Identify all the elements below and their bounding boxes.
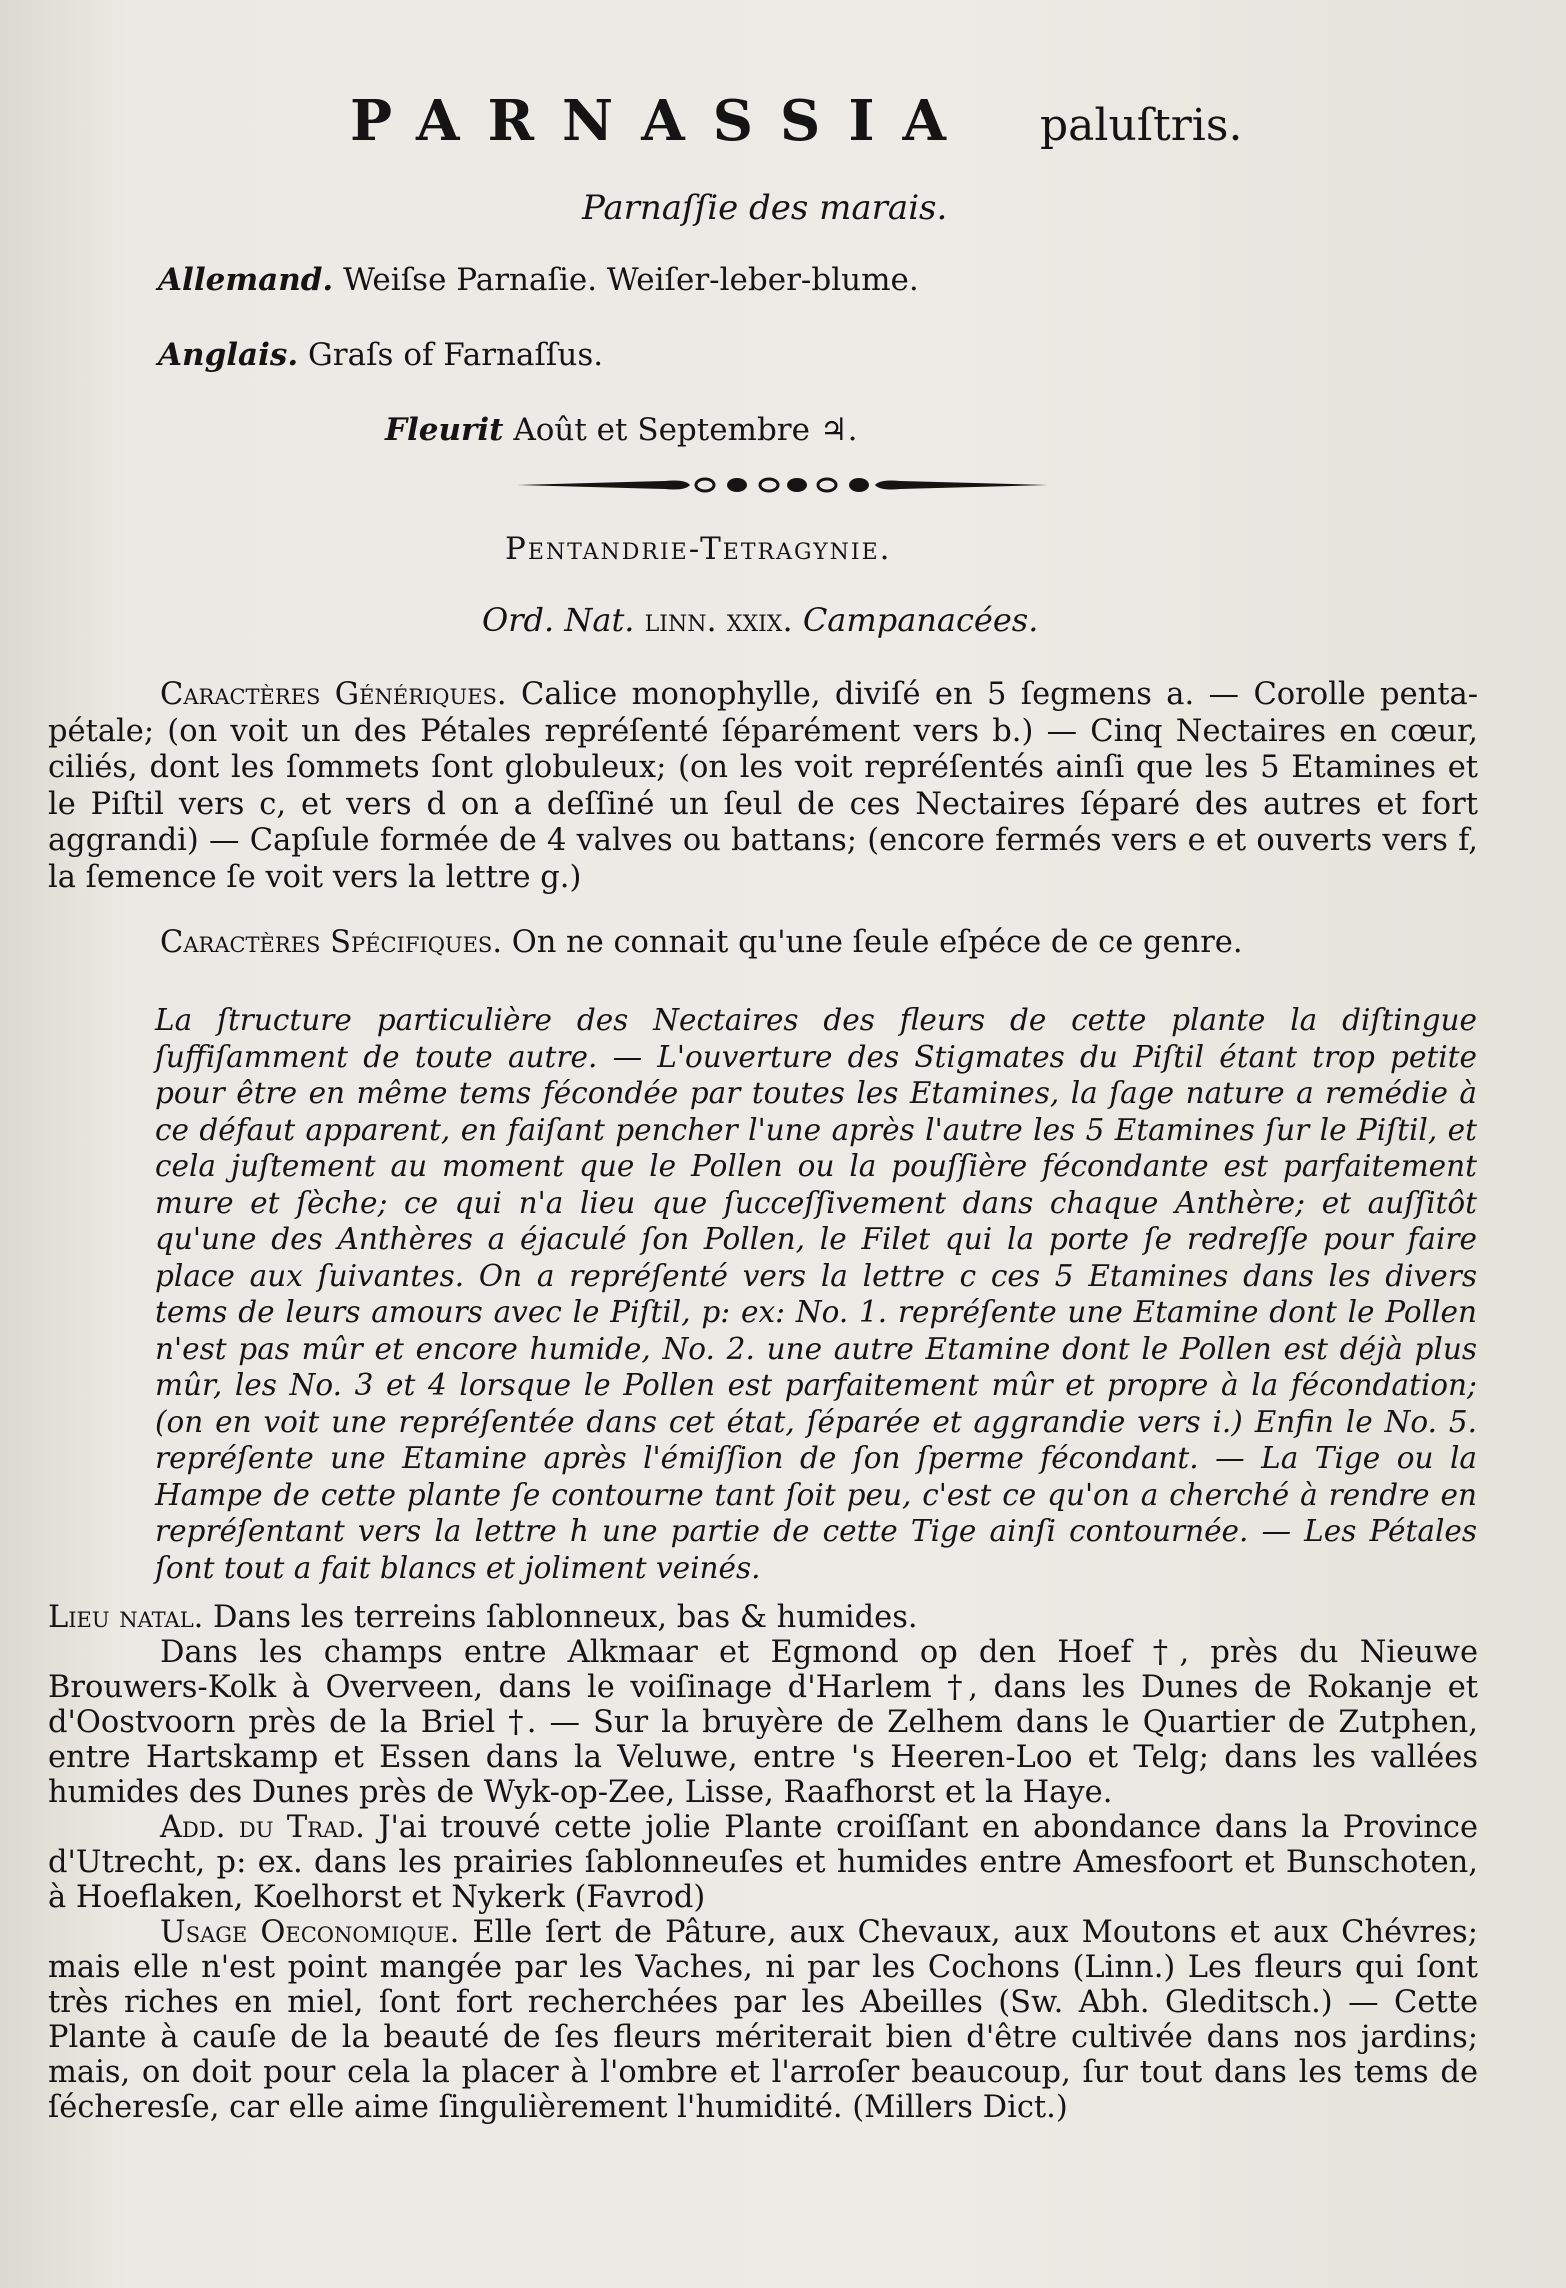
habitat-intro: Dans les terreins ſablonneux, bas & humides. [213, 1600, 918, 1635]
french-name: Parnaſſie des marais. [582, 188, 948, 228]
usage-heading: Usage Oeconomique. [160, 1915, 460, 1950]
species-title: paluſtris. [1040, 100, 1243, 151]
specific-characters [48, 925, 1478, 962]
english-label: Anglais. [158, 337, 299, 373]
habitat-heading: Lieu natal. [48, 1600, 204, 1635]
habitat-text: Dans les champs entre Alkmaar et Egmond op den Hoef †, près du Nieuwe Brouwers-Kolk à Overveen, dans le voiſinage d'Harlem †, dans les Dunes de Rokanje et d'Oostvoorn près de la Briel †. — Sur la bruyère de Zelhem dans le Quartier de Zutphen, entre Hartskamp et Essen dans la Veluwe, entre 's Heeren-Loo et Telg; dans les vallées humides des Dunes près de Wyk-op-Zee, Lisse, Raafhorst et la Haye. [48, 1635, 1478, 1810]
description-paragraph: La ſtructure particulière des Nectaires des fleurs de cette plante la diſtingue ſuffiſamment de toute autre. — L'ouverture des Stigmates du Piſtil étant trop petite pour être en même tems fécondée par toutes les Etamines, la ſage nature a remédie à ce défaut apparent, en faiſant pencher l'une après l'autre les 5 Etamines ſur le Piſtil, et cela juſtement au moment que le Pollen ou la pouſſière fécondante est parfaitement mure et ſèche; ce qui n'a lieu que ſucceſſivement dans chaque Anthère; et auſſitôt qu'une des Anthères a éjaculé ſon Pollen, le Filet qui la porte ſe redreſſe pour faire place aux ſuivantes. On a repréſenté vers la lettre c ces 5 Etamines dans les divers tems de leurs amours avec le Piſtil, p: ex: No. 1. repréſente une Etamine dont le Pollen n'est pas mûr et encore humide, No. 2. une autre Etamine dont le Pollen est déjà plus mûr, les No. 3 et 4 lorsque le Pollen est parfaitement mûr et propre à la fécondation; (on en voit une repréſentée dans cet état, ſéparée et aggrandie vers i.) Enfin le No. 5. repréſente une Etamine après l'émiſſion de ſon ſperme fécondant. — La Tige ou la Hampe de cette plante ſe contourne tant ſoit peu, c'est ce qu'on a cherché à rendre en repréſentant vers la lettre h une partie de cette Tige ainſi contournée. — Les Pétales ſont tout a fait blancs et joliment veinés. [155, 1003, 1477, 1585]
flowering-text: Août et Septembre ♃. [513, 412, 858, 448]
habitat-section [48, 1600, 1478, 2125]
german-name: Weiſse Parnaſie. Weiſer-leber-blume. [343, 262, 919, 298]
specific-text: On ne connait qu'une ſeule eſpéce de ce genre. [511, 925, 1243, 960]
english-name: Graſs of Farnaſſus. [308, 337, 604, 373]
usage-text: Elle ſert de Pâture, aux Chevaux, aux Moutons et aux Chévres; mais elle n'est point mangée par les Vaches, ni par les Cochons (Linn.) Les fleurs qui ſont très riches en miel, ſont fort recherchées par les Abeilles (Sw. Abh. Gleditsch.) — Cette Plante à cauſe de la beauté de ſes fleurs mériterait bien d'être cultivée dans nos jardins; mais, on doit pour cela la placer à l'ombre et l'arroſer beaucoup, ſur tout dans les tems de ſécheresſe, car elle aime ſingulièrement l'humidité. (Millers Dict.) [48, 1915, 1478, 2125]
class-line: Pentandrie-Tetragynie. [505, 531, 892, 567]
flowering-label: Fleurit [385, 412, 504, 448]
order-family: Campanacées. [802, 601, 1039, 639]
order-number: linn. xxix. [644, 601, 793, 639]
order-label: Ord. Nat. [482, 601, 635, 639]
flowering-line [385, 412, 857, 448]
translator-text: J'ai trouvé cette jolie Plante croiſſant en abondance dans la Province d'Utrecht, p: ex. dans les prairies ſablonneuſes et humides entre Amesfoort et Bunschoten, à Hoeflaken, Koelhorst et Nykerk (Favrod) [48, 1810, 1478, 1915]
generic-text: Calice monophylle, diviſé en 5 ſegmens a. — Corolle penta-pétale; (on voit un des Pétales repréſenté ſéparément vers b.) — Cinq Nectaires en cœur, ciliés, dont les ſommets ſont globuleux; (on les voit repréſentés ainſi que les 5 Etamines et le Piſtil vers c, et vers d on a deſſiné un ſeul de ces Nectaires ſéparé des autres et fort aggrandi) — Capſule formée de 4 valves ou battans; (encore fermés vers e et ouverts vers f, la ſemence ſe voit vers la lettre g.) [48, 677, 1479, 895]
german-name-line [158, 262, 919, 298]
german-label: Allemand. [158, 262, 334, 298]
generic-characters [48, 677, 1478, 896]
english-name-line [158, 337, 603, 373]
translator-heading: Add. du Trad. [160, 1810, 365, 1845]
genus-title: PARNASSIA [350, 88, 974, 154]
order-line [482, 601, 1038, 639]
ornament-divider-icon [515, 470, 1050, 500]
generic-heading: Caractères Génériques. [160, 677, 507, 712]
specific-heading: Caractères Spécifiques. [160, 925, 503, 960]
